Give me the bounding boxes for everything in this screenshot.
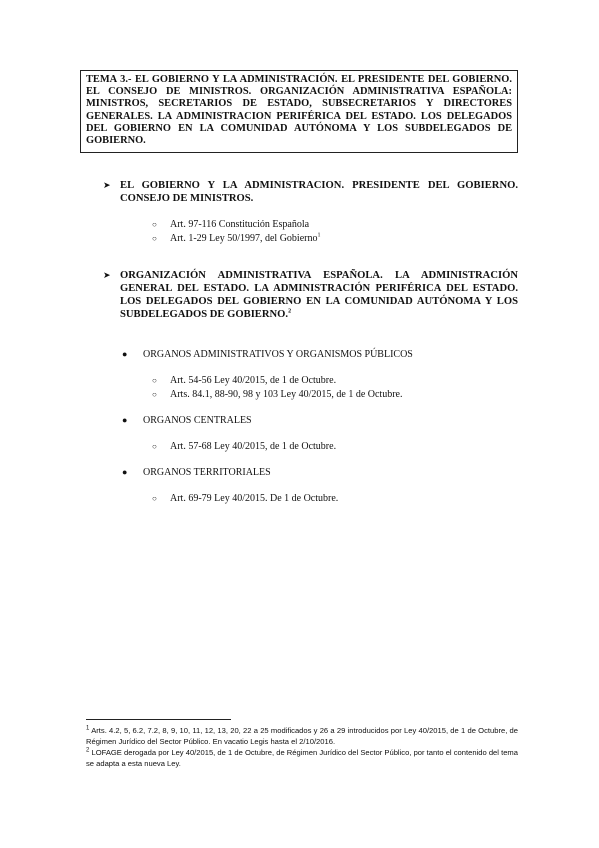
- group-organos-centrales: ● ORGANOS CENTRALES: [122, 415, 252, 426]
- arrow-right-icon: ➤: [103, 180, 111, 190]
- list-item: ○ Arts. 84.1, 88-90, 98 y 103 Ley 40/2015, de 1 de Octubre.: [152, 389, 403, 400]
- list-item: ○ Art. 97-116 Constitución Española: [152, 219, 310, 230]
- footnote-divider: [86, 719, 231, 720]
- list-item: ○ Art. 69-79 Ley 40/2015. De 1 de Octubre.: [152, 493, 339, 504]
- dot-icon: ●: [122, 349, 128, 359]
- arrow-right-icon: ➤: [103, 270, 111, 280]
- circle-outline-icon: ○: [152, 442, 157, 451]
- footnote-ref[interactable]: 1: [317, 232, 321, 239]
- dot-icon: ●: [122, 467, 128, 477]
- section-heading: EL GOBIERNO Y LA ADMINISTRACION. PRESIDENTE DEL GOBIERNO. CONSEJO DE MINISTROS.: [120, 180, 518, 204]
- circle-outline-icon: ○: [152, 220, 157, 229]
- dot-icon: ●: [122, 415, 128, 425]
- circle-outline-icon: ○: [152, 390, 157, 399]
- circle-outline-icon: ○: [152, 494, 157, 503]
- footnote-1: $^1$ Arts. 4.2, 5, 6.2, 7.2, 8, 9, 10, 11, 12, 13, 20, 22 a 25 modificados y 26 a 29 introducidos por Ley 40/2015, de 1 de Octubre, de Régimen Jurídico del Sector Público. En vacatio Legis hasta el 2/10/2016.: [86, 725, 518, 746]
- topic-title: TEMA 3.- EL GOBIERNO Y LA ADMINISTRACIÓN. EL PRESIDENTE DEL GOBIERNO. EL CONSEJO DE MINISTROS. ORGANIZACIÓN ADMINISTRATIVA ESPAÑOLA: MINISTROS, SECRETARIOS DE ESTADO, SUBSECRETARIOS Y DIRECTORES GENERALES. LA ADMINISTRACION PERIFÉRICA DEL ESTADO. LOS DELEGADOS DEL GOBIERNO EN LA COMUNIDAD AUTÓNOMA Y LOS SUBDELEGADOS DE GOBIERNO.: [86, 74, 512, 147]
- group-organos-territoriales: ● ORGANOS TERRITORIALES: [122, 467, 271, 478]
- section-gobierno: [103, 179, 518, 205]
- list-item: ○ Art. 57-68 Ley 40/2015, de 1 de Octubre.: [152, 441, 337, 452]
- section-heading: ORGANIZACIÓN ADMINISTRATIVA ESPAÑOLA. LA ADMINISTRACIÓN GENERAL DEL ESTADO. LA ADMINISTRACIÓN PERIFÉRICA DEL ESTADO. LOS DELEGADOS DEL GOBIERNO EN LA COMUNIDAD AUTÓNOMA Y LOS SUBDELEGADOS DE GOBIERNO.$^2$: [120, 270, 518, 320]
- topic-title-box: [80, 70, 518, 153]
- group-organos-administrativos: ● ORGANOS ADMINISTRATIVOS Y ORGANISMOS PÚBLICOS: [122, 349, 413, 360]
- section-organizacion: [103, 269, 518, 321]
- footnote-ref[interactable]: 2: [288, 308, 292, 315]
- list-item: ○ Art. 54-56 Ley 40/2015, de 1 de Octubre.: [152, 375, 337, 386]
- footnotes: [86, 725, 518, 769]
- footnote-2: $^2$ LOFAGE derogada por Ley 40/2015, de 1 de Octubre, de Régimen Jurídico del Sector Público, por tanto el contenido del tema se adapta a esta nueva Ley.: [86, 747, 518, 768]
- circle-outline-icon: ○: [152, 376, 157, 385]
- list-item: ○ Art. 1-29 Ley 50/1997, del Gobierno$^1$: [152, 232, 321, 244]
- circle-outline-icon: ○: [152, 234, 157, 243]
